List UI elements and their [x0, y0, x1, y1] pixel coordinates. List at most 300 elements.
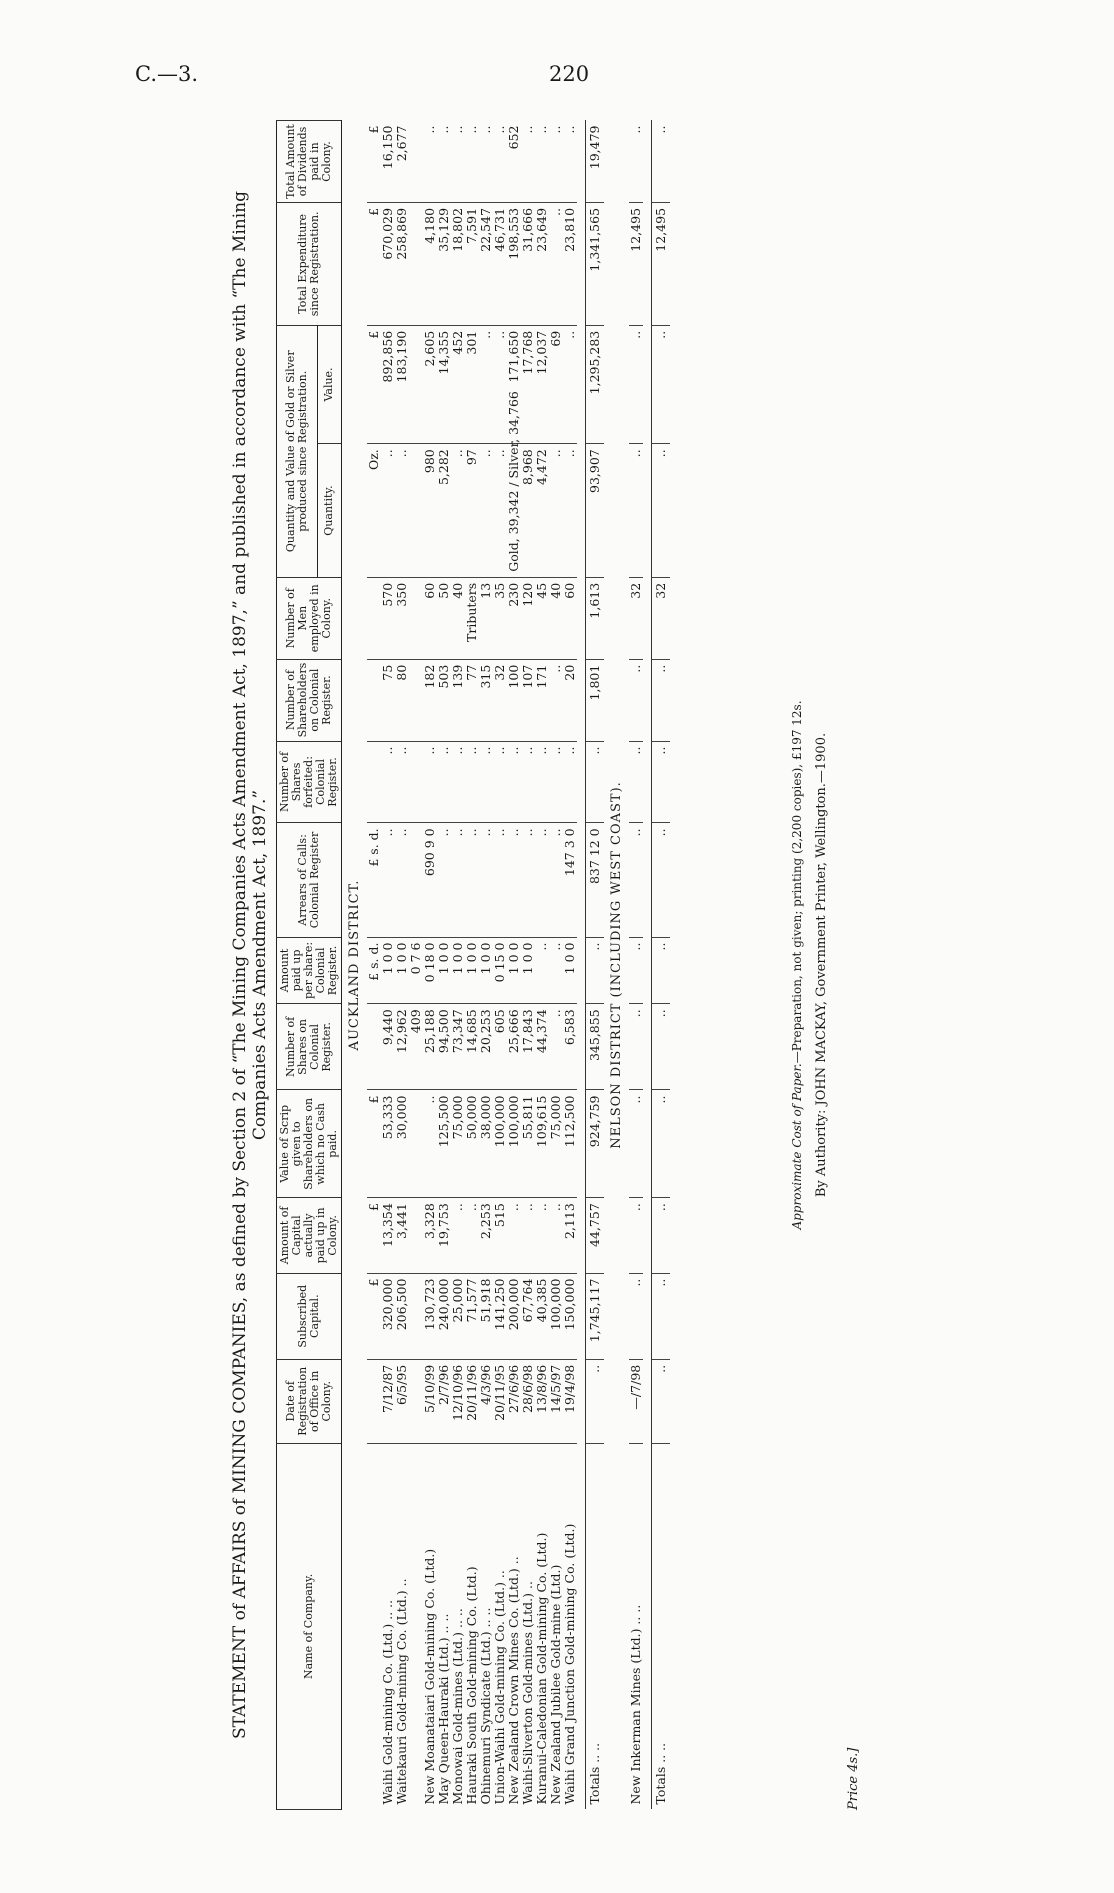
- cell-subscribed: 67,764: [521, 1273, 535, 1359]
- cell-arrears: ..: [535, 823, 549, 937]
- cell-qty: ..: [629, 444, 643, 578]
- total-value: 1,295,283: [586, 325, 605, 444]
- cell-men: 60: [423, 577, 437, 659]
- cell-qty: ..: [563, 444, 577, 578]
- cell-men: 60: [563, 577, 577, 659]
- cell-arrears: [409, 823, 423, 937]
- cell-scrip: ..: [423, 1090, 437, 1198]
- total-name: Totals .. ..: [586, 1443, 605, 1809]
- total-subscribed: 1,745,117: [586, 1273, 605, 1359]
- col-date: Date of Registration of Office in Colony.: [277, 1359, 342, 1443]
- cell-dividends: 652: [507, 121, 521, 203]
- rotated-statement: [230, 120, 870, 1810]
- cell-paid: [409, 1198, 423, 1273]
- cell-expenditure: 35,129: [437, 202, 451, 325]
- document-code: C.—3.: [135, 62, 199, 86]
- cell-per-share: ..: [549, 937, 563, 1004]
- cell-scrip: 53,333: [381, 1090, 395, 1198]
- cell-arrears: ..: [395, 823, 409, 937]
- col-value: Value.: [317, 325, 341, 444]
- total-arrears: 837 12 0: [586, 823, 605, 937]
- cell-scrip: 55,811: [521, 1090, 535, 1198]
- cell-holders: 75: [381, 659, 395, 741]
- cell-arrears: ..: [507, 823, 521, 937]
- cell-subscribed: 150,000: [563, 1273, 577, 1359]
- cell-forfeited: ..: [381, 741, 395, 823]
- col-dividends: Total Amount of Dividends paid in Colony.: [277, 121, 342, 203]
- cell-value: 301: [465, 325, 479, 444]
- cell-paid: 515: [493, 1198, 507, 1273]
- col-arrears: Arrears of Calls: Colonial Register: [277, 823, 342, 937]
- total-value: ..: [652, 325, 671, 444]
- cell-shares: 12,962: [395, 1004, 409, 1090]
- cell-expenditure: 4,180: [423, 202, 437, 325]
- cell-forfeited: ..: [507, 741, 521, 823]
- cell-per-share: 1 0 0: [395, 937, 409, 1004]
- total-per-share: ..: [652, 937, 671, 1004]
- cell-paid: 19,753: [437, 1198, 451, 1273]
- cell-expenditure: 258,869: [395, 202, 409, 325]
- cell-dividends: ..: [521, 121, 535, 203]
- cell-holders: 77: [465, 659, 479, 741]
- cell-expenditure: 198,553: [507, 202, 521, 325]
- cell-arrears: ..: [465, 823, 479, 937]
- cell-paid: 3,441: [395, 1198, 409, 1273]
- total-name: Totals .. ..: [652, 1443, 671, 1809]
- units-row: £ £ £ £ s. d. £ s. d. Oz. £ £ £: [367, 121, 381, 1810]
- table-row: [549, 121, 563, 1810]
- table-body: [342, 121, 671, 1810]
- table-row: [437, 121, 451, 1810]
- cell-date: 28/6/98: [521, 1359, 535, 1443]
- district-heading-nelson: NELSON DISTRICT (INCLUDING WEST COAST).: [609, 781, 624, 1149]
- cell-scrip: 112,500: [563, 1090, 577, 1198]
- statement-title: [230, 120, 270, 1810]
- printer-authority: By Authority: JOHN MACKAY, Government Printer, Wellington.—1900.: [814, 732, 829, 1198]
- cell-men: 350: [395, 577, 409, 659]
- table-row: [493, 121, 507, 1810]
- cell-men: 32: [629, 577, 643, 659]
- cell-shares: 14,685: [465, 1004, 479, 1090]
- cell-per-share: 0 7 6: [409, 937, 423, 1004]
- cell-qty: 8,968: [521, 444, 535, 578]
- cell-per-share: 1 0 0: [521, 937, 535, 1004]
- cell-dividends: ..: [493, 121, 507, 203]
- cell-subscribed: 320,000: [381, 1273, 395, 1359]
- total-men: 32: [652, 577, 671, 659]
- total-forfeited: ..: [652, 741, 671, 823]
- cell-men: Tributers: [465, 577, 479, 659]
- table-row: [395, 121, 409, 1810]
- cell-paid: ..: [465, 1198, 479, 1273]
- cell-paid: ..: [629, 1198, 643, 1273]
- cell-holders: [409, 659, 423, 741]
- cell-holders: 100: [507, 659, 521, 741]
- cell-date: 12/10/96: [451, 1359, 465, 1443]
- table-row: [629, 121, 643, 1810]
- cell-dividends: ..: [451, 121, 465, 203]
- cell-forfeited: ..: [535, 741, 549, 823]
- cell-expenditure: ..: [549, 202, 563, 325]
- cell-expenditure: 31,666: [521, 202, 535, 325]
- cell-shares: 605: [493, 1004, 507, 1090]
- cell-qty: ..: [479, 444, 493, 578]
- cell-shares: 44,374: [535, 1004, 549, 1090]
- cell-qty: ..: [451, 444, 465, 578]
- table-row: [507, 121, 521, 1810]
- cell-date: 14/5/97: [549, 1359, 563, 1443]
- cell-forfeited: ..: [629, 741, 643, 823]
- total-dividends: 19,479: [586, 121, 605, 203]
- total-holders: ..: [652, 659, 671, 741]
- total-shares: ..: [652, 1004, 671, 1090]
- cell-forfeited: ..: [549, 741, 563, 823]
- title-line-1: STATEMENT of AFFAIRS of MINING COMPANIES, as defined by Section 2 of “The Mining Companies Acts Amendment Act, 1897,” and published in accordance with “The Mining: [230, 191, 250, 1739]
- cell-scrip: 75,000: [451, 1090, 465, 1198]
- cell-date: 2/7/96: [437, 1359, 451, 1443]
- cell-shares: 94,500: [437, 1004, 451, 1090]
- cell-name: Ohinemuri Syndicate (Ltd.) .. ..: [478, 1607, 493, 1805]
- cell-per-share: 1 0 0: [563, 937, 577, 1004]
- cell-shares: 409: [409, 1004, 423, 1090]
- cell-arrears: ..: [549, 823, 563, 937]
- cell-value: ..: [479, 325, 493, 444]
- cell-per-share: 1 0 0: [437, 937, 451, 1004]
- cell-shares: 25,188: [423, 1004, 437, 1090]
- cell-forfeited: [409, 741, 423, 823]
- cell-dividends: ..: [563, 121, 577, 203]
- total-paid: ..: [652, 1198, 671, 1273]
- cell-name: Waihi Gold-mining Co. (Ltd.) .. ..: [380, 1599, 395, 1805]
- cell-paid: ..: [507, 1198, 521, 1273]
- cell-qty: [409, 444, 423, 578]
- cell-qty: 5,282: [437, 444, 451, 578]
- total-expenditure: 12,495: [652, 202, 671, 325]
- cell-holders: 107: [521, 659, 535, 741]
- cell-value: 14,355: [437, 325, 451, 444]
- cell-qty: ..: [549, 444, 563, 578]
- cost-note: Approximate Cost of Paper.—Preparation, not given; printing (2,200 copies), £197 12s.: [790, 700, 804, 1230]
- cell-paid: ..: [521, 1198, 535, 1273]
- cell-dividends: [409, 121, 423, 203]
- col-name: Name of Company.: [277, 1443, 342, 1809]
- page-number: 220: [549, 62, 590, 86]
- cell-paid: 2,253: [479, 1198, 493, 1273]
- col-forfeited: Number of Shares forfeited: Colonial Register.: [277, 741, 342, 823]
- district-heading-auckland: AUCKLAND DISTRICT.: [347, 879, 362, 1051]
- cell-value: 2,605: [423, 325, 437, 444]
- cell-men: 570: [381, 577, 395, 659]
- totals-row-nelson: [652, 121, 671, 1810]
- cell-arrears: ..: [381, 823, 395, 937]
- cell-shares: ..: [629, 1004, 643, 1090]
- table-row: [423, 121, 437, 1810]
- cell-arrears: ..: [437, 823, 451, 937]
- total-scrip: ..: [652, 1090, 671, 1198]
- cell-value: 452: [451, 325, 465, 444]
- table-row: [479, 121, 493, 1810]
- cell-men: 35: [493, 577, 507, 659]
- cell-scrip: 100,000: [507, 1090, 521, 1198]
- total-arrears: ..: [652, 823, 671, 937]
- table-row: [381, 121, 395, 1810]
- cell-forfeited: ..: [451, 741, 465, 823]
- cell-value: ..: [629, 325, 643, 444]
- cell-arrears: ..: [629, 823, 643, 937]
- cell-name: Waitekauri Gold-mining Co. (Ltd.) ..: [394, 1578, 409, 1805]
- cell-forfeited: ..: [493, 741, 507, 823]
- table-row: [451, 121, 465, 1810]
- cell-forfeited: ..: [423, 741, 437, 823]
- table-row: [409, 121, 423, 1810]
- cell-paid: 13,354: [381, 1198, 395, 1273]
- cell-forfeited: ..: [479, 741, 493, 823]
- cell-forfeited: ..: [563, 741, 577, 823]
- cell-dividends: ..: [535, 121, 549, 203]
- cell-scrip: 38,000: [479, 1090, 493, 1198]
- cell-per-share: 1 0 0: [507, 937, 521, 1004]
- cell-arrears: ..: [451, 823, 465, 937]
- cell-forfeited: ..: [521, 741, 535, 823]
- table-row: [535, 121, 549, 1810]
- cell-forfeited: ..: [437, 741, 451, 823]
- cell-shares: 73,347: [451, 1004, 465, 1090]
- table-row: [521, 121, 535, 1810]
- cell-holders: 171: [535, 659, 549, 741]
- cell-date: 7/12/87: [381, 1359, 395, 1443]
- cell-per-share: ..: [629, 937, 643, 1004]
- cell-expenditure: 23,649: [535, 202, 549, 325]
- cell-expenditure: 7,591: [465, 202, 479, 325]
- cell-holders: ..: [629, 659, 643, 741]
- cell-qty: 97: [465, 444, 479, 578]
- cell-subscribed: [409, 1273, 423, 1359]
- cell-arrears: 147 3 0: [563, 823, 577, 937]
- cell-holders: 20: [563, 659, 577, 741]
- cell-arrears: ..: [479, 823, 493, 937]
- cell-date: [409, 1359, 423, 1443]
- total-dividends: ..: [652, 121, 671, 203]
- cell-arrears: 690 9 0: [423, 823, 437, 937]
- cell-expenditure: 23,810: [563, 202, 577, 325]
- cell-men: [409, 577, 423, 659]
- cell-expenditure: 670,029: [381, 202, 395, 325]
- cell-subscribed: 141,250: [493, 1273, 507, 1359]
- cell-subscribed: 25,000: [451, 1273, 465, 1359]
- cell-subscribed: 200,000: [507, 1273, 521, 1359]
- cell-forfeited: ..: [395, 741, 409, 823]
- cell-name: Waihi Grand Junction Gold-mining Co. (Ltd.): [562, 1523, 577, 1805]
- total-scrip: 924,759: [586, 1090, 605, 1198]
- table-row: [465, 121, 479, 1810]
- cell-qty: ..: [395, 444, 409, 578]
- cell-dividends: ..: [549, 121, 563, 203]
- total-subscribed: ..: [652, 1273, 671, 1359]
- cell-men: 230: [507, 577, 521, 659]
- cell-scrip: 30,000: [395, 1090, 409, 1198]
- cell-expenditure: [409, 202, 423, 325]
- cell-subscribed: 130,723: [423, 1273, 437, 1359]
- spacer-row: [577, 121, 586, 1810]
- cell-qty: ..: [493, 444, 507, 578]
- col-holders: Number of Shareholders on Colonial Register.: [277, 659, 342, 741]
- cell-dividends: 16,150: [381, 121, 395, 203]
- total-qty: ..: [652, 444, 671, 578]
- col-shares: Number of Shares on Colonial Register.: [277, 1004, 342, 1090]
- cell-per-share: 1 0 0: [381, 937, 395, 1004]
- cell-subscribed: 71,577: [465, 1273, 479, 1359]
- total-date: ..: [586, 1359, 605, 1443]
- cell-shares: ..: [549, 1004, 563, 1090]
- cell-value: 183,190: [395, 325, 409, 444]
- cell-per-share: 1 0 0: [479, 937, 493, 1004]
- cell-name: [409, 1443, 423, 1809]
- cell-men: 13: [479, 577, 493, 659]
- cell-qty: 980: [423, 444, 437, 578]
- cell-dividends: ..: [465, 121, 479, 203]
- cell-value: 892,856: [381, 325, 395, 444]
- col-paid: Amount of Capital actually paid up in Colony.: [277, 1198, 342, 1273]
- col-gold-group: Quantity and Value of Gold or Silver produced since Registration.: [277, 325, 318, 577]
- cell-name: New Zealand Crown Mines Co. (Ltd.) ..: [506, 1556, 521, 1805]
- cell-date: 13/8/96: [535, 1359, 549, 1443]
- cell-per-share: 0 15 0: [493, 937, 507, 1004]
- col-men: Number of Men employed in Colony.: [277, 577, 342, 659]
- price-note: Price 4s.]: [846, 1747, 861, 1810]
- cell-dividends: 2,677: [395, 121, 409, 203]
- cell-date: 5/10/99: [423, 1359, 437, 1443]
- cell-value: [409, 325, 423, 444]
- cell-date: 6/5/95: [395, 1359, 409, 1443]
- cell-name: New Inkerman Mines (Ltd.) .. ..: [628, 1604, 643, 1805]
- cell-value: 69: [549, 325, 563, 444]
- cell-name: Waihi-Silverton Gold-mines (Ltd.) ..: [520, 1581, 535, 1805]
- col-per-share: Amount paid up per share: Colonial Register.: [277, 937, 342, 1004]
- cell-name: New Zealand Jubilee Gold-mine (Ltd.): [548, 1564, 563, 1805]
- cell-expenditure: 46,731: [493, 202, 507, 325]
- cell-expenditure: 22,547: [479, 202, 493, 325]
- cell-scrip: 75,000: [549, 1090, 563, 1198]
- cell-expenditure: 12,495: [629, 202, 643, 325]
- cell-holders: ..: [549, 659, 563, 741]
- cell-scrip: 109,615: [535, 1090, 549, 1198]
- cell-value: 171,650: [507, 325, 521, 444]
- total-forfeited: ..: [586, 741, 605, 823]
- totals-row-auckland: [586, 121, 605, 1810]
- cell-paid: 3,328: [423, 1198, 437, 1273]
- cell-men: 120: [521, 577, 535, 659]
- cell-shares: 25,666: [507, 1004, 521, 1090]
- cell-name: Monowai Gold-mines (Ltd.) .. ..: [450, 1608, 465, 1805]
- cell-value: ..: [563, 325, 577, 444]
- cell-name: Hauraki South Gold-mining Co. (Ltd.): [464, 1566, 479, 1805]
- cell-subscribed: 51,918: [479, 1273, 493, 1359]
- cell-value: 12,037: [535, 325, 549, 444]
- cell-value: ..: [493, 325, 507, 444]
- cell-scrip: [409, 1090, 423, 1198]
- cell-paid: ..: [535, 1198, 549, 1273]
- cell-scrip: 125,500: [437, 1090, 451, 1198]
- cell-holders: 182: [423, 659, 437, 741]
- cell-date: 19/4/98: [563, 1359, 577, 1443]
- total-holders: 1,801: [586, 659, 605, 741]
- cell-name: May Queen-Hauraki (Ltd.) .. ..: [436, 1613, 451, 1805]
- cell-paid: ..: [451, 1198, 465, 1273]
- cell-qty: Gold, 39,342 / Silver, 34,766: [507, 444, 521, 578]
- total-date: ..: [652, 1359, 671, 1443]
- col-quantity: Quantity.: [317, 444, 341, 578]
- cell-date: 20/11/95: [493, 1359, 507, 1443]
- cell-arrears: ..: [493, 823, 507, 937]
- cell-scrip: ..: [629, 1090, 643, 1198]
- cell-holders: 503: [437, 659, 451, 741]
- cell-dividends: ..: [629, 121, 643, 203]
- cell-forfeited: ..: [465, 741, 479, 823]
- cell-scrip: 50,000: [465, 1090, 479, 1198]
- cell-arrears: ..: [521, 823, 535, 937]
- cell-per-share: ..: [535, 937, 549, 1004]
- total-expenditure: 1,341,565: [586, 202, 605, 325]
- cell-per-share: 1 0 0: [451, 937, 465, 1004]
- cell-holders: 315: [479, 659, 493, 741]
- companies-table: [276, 120, 670, 1810]
- cell-holders: 32: [493, 659, 507, 741]
- cell-men: 40: [549, 577, 563, 659]
- cell-men: 45: [535, 577, 549, 659]
- cell-holders: 139: [451, 659, 465, 741]
- cell-date: —/7/98: [629, 1359, 643, 1443]
- cell-men: 50: [437, 577, 451, 659]
- cell-shares: 20,253: [479, 1004, 493, 1090]
- cell-dividends: ..: [423, 121, 437, 203]
- cell-name: New Moanataiari Gold-mining Co. (Ltd.): [422, 1548, 437, 1805]
- cell-shares: 17,843: [521, 1004, 535, 1090]
- table-row: [563, 121, 577, 1810]
- cell-qty: 4,472: [535, 444, 549, 578]
- cell-name: Union-Waihi Gold-mining Co. (Ltd.) ..: [492, 1570, 507, 1805]
- total-qty: 93,907: [586, 444, 605, 578]
- title-line-2: Companies Acts Amendment Act, 1897.”: [250, 789, 270, 1141]
- cell-value: 17,768: [521, 325, 535, 444]
- cell-scrip: 100,000: [493, 1090, 507, 1198]
- cell-paid: 2,113: [563, 1198, 577, 1273]
- cell-name: Kuranui-Caledonian Gold-mining Co. (Ltd.): [534, 1532, 549, 1805]
- col-subscribed: Subscribed Capital.: [277, 1273, 342, 1359]
- cell-date: 20/11/96: [465, 1359, 479, 1443]
- cell-qty: ..: [381, 444, 395, 578]
- col-scrip: Value of Scrip given to Shareholders on which no Cash paid.: [277, 1090, 342, 1198]
- cell-paid: ..: [549, 1198, 563, 1273]
- cell-men: 40: [451, 577, 465, 659]
- cell-subscribed: 40,385: [535, 1273, 549, 1359]
- cell-per-share: 0 18 0: [423, 937, 437, 1004]
- cell-dividends: ..: [479, 121, 493, 203]
- cell-date: 4/3/96: [479, 1359, 493, 1443]
- header-row-1: [277, 121, 318, 1810]
- spacer-row: [643, 121, 652, 1810]
- cell-shares: 9,440: [381, 1004, 395, 1090]
- total-per-share: ..: [586, 937, 605, 1004]
- total-men: 1,613: [586, 577, 605, 659]
- total-shares: 345,855: [586, 1004, 605, 1090]
- cell-expenditure: 18,802: [451, 202, 465, 325]
- cell-shares: 6,583: [563, 1004, 577, 1090]
- cell-date: 27/6/96: [507, 1359, 521, 1443]
- col-expenditure: Total Expenditure since Registration.: [277, 202, 342, 325]
- cell-subscribed: 206,500: [395, 1273, 409, 1359]
- cell-subscribed: 100,000: [549, 1273, 563, 1359]
- cell-per-share: 1 0 0: [465, 937, 479, 1004]
